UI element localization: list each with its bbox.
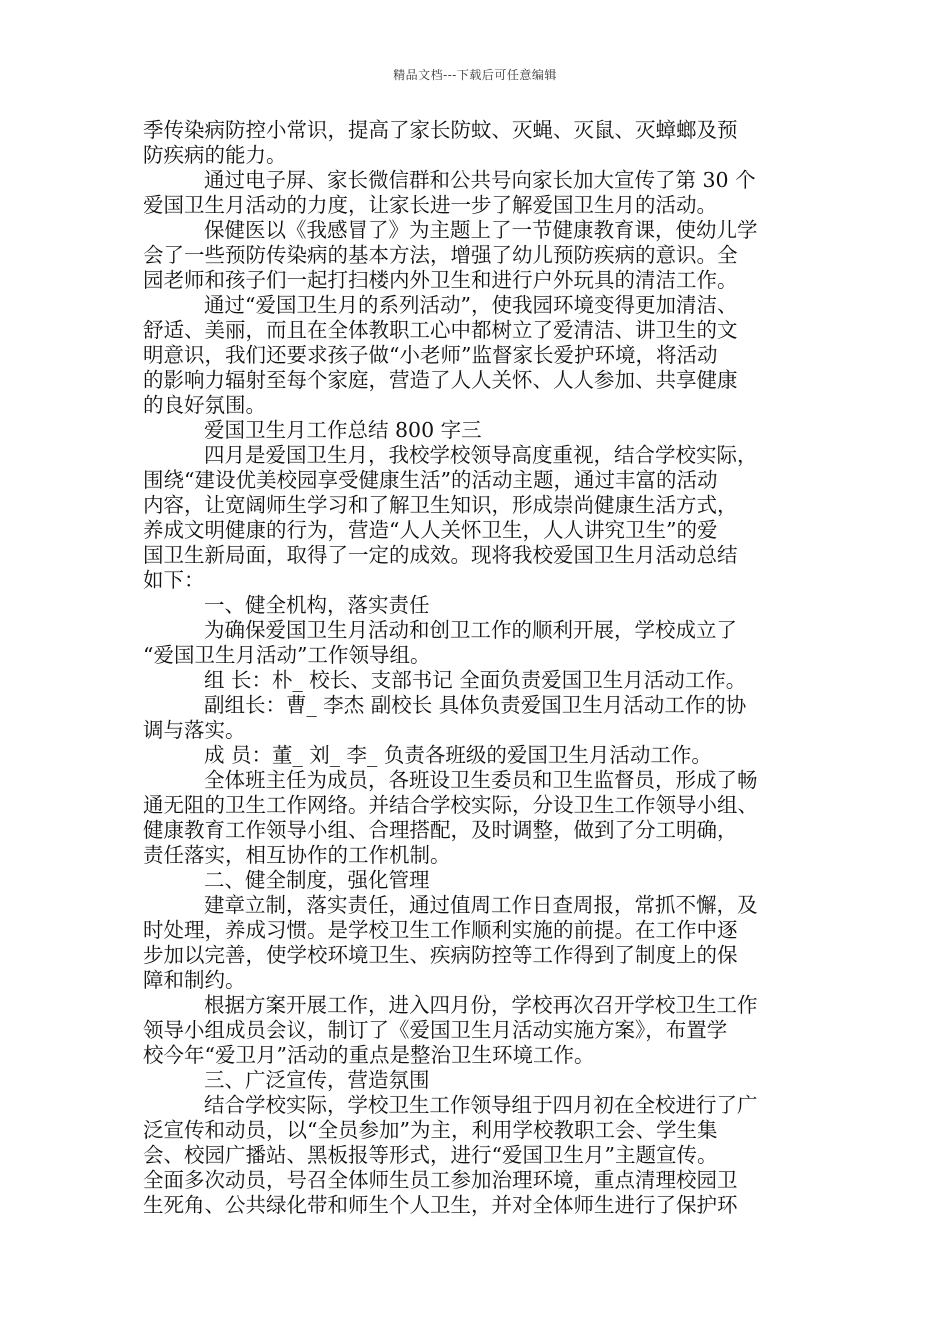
text-line: 国卫生新局面，取得了一定的成效。现将我校爱国卫生月活动总结 [143,543,738,567]
text-line: 副组长：曹_ 李杰 副校长 具体负责爱国卫生月活动工作的协 [204,693,747,717]
text-line: 园老师和孩子们一起打扫楼内外卫生和进行户外玩具的清洁工作。 [143,268,738,292]
text-line: 爱国卫生月工作总结 800 字三 [204,418,482,442]
text-line: 会了一些预防传染病的基本方法，增强了幼儿预防疾病的意识。全 [143,243,738,267]
text-line: 内容，让宽阔师生学习和了解卫生知识，形成崇尚健康生活方式， [143,493,738,517]
text-line: 二、健全制度，强化管理 [204,868,430,892]
text-line: 建章立制，落实责任，通过值周工作日查周报，常抓不懈，及 [204,893,758,917]
text-line: 爱国卫生月活动的力度，让家长进一步了解爱国卫生月的活动。 [143,193,717,217]
text-line: 围绕“建设优美校园享受健康生活”的活动主题，通过丰富的活动 [143,468,718,492]
text-line: 为确保爱国卫生月活动和创卫工作的顺利开展，学校成立了 [204,618,737,642]
text-line: 调与落实。 [143,718,246,742]
text-line: 校今年“爱卫月”活动的重点是整治卫生环境工作。 [143,1043,595,1067]
text-line: 责任落实，相互协作的工作机制。 [143,843,451,867]
text-line: 通过“爱国卫生月的系列活动”，使我园环境变得更加清洁、 [204,293,738,317]
text-line: 的良好氛围。 [143,393,266,417]
text-line: 全体班主任为成员，各班设卫生委员和卫生监督员，形成了畅 [204,768,758,792]
text-line: 通过电子屏、家长微信群和公共号向家长加大宣传了第 30 个 [204,168,756,192]
text-line: 通无阻的卫生工作网络。并结合学校实际，分设卫生工作领导小组、 [143,793,758,817]
text-line: 季传染病防控小常识，提高了家长防蚊、灭蝇、灭鼠、灭蟑螂及预 [143,118,738,142]
text-line: “爱国卫生月活动”工作领导组。 [143,643,431,667]
text-line: 组 长：朴_ 校长、支部书记 全面负责爱国卫生月活动工作。 [204,668,747,692]
text-line: 健康教育工作领导小组、合理搭配，及时调整，做到了分工明确， [143,818,738,842]
text-line: 明意识，我们还要求孩子做“小老师”监督家长爱护环境，将活动 [143,343,718,367]
text-line: 三、广泛宣传，营造氛围 [204,1068,430,1092]
text-line: 的影响力辐射至每个家庭，营造了人人关怀、人人参加、共享健康 [143,368,738,392]
text-line: 养成文明健康的行为，营造“人人关怀卫生，人人讲究卫生”的爱 [143,518,718,542]
text-line: 舒适、美丽，而且在全体教职工心中都树立了爱清洁、讲卫生的文 [143,318,738,342]
text-line: 如下： [143,568,205,592]
document-body [143,118,809,1218]
text-line: 障和制约。 [143,968,246,992]
text-line: 保健医以《我感冒了》为主题上了一节健康教育课，使幼儿学 [204,218,758,242]
text-line: 一、健全机构，落实责任 [204,593,430,617]
text-line: 会、校园广播站、黑板报等形式，进行“爱国卫生月”主题宣传。 [143,1143,718,1167]
text-line: 四月是爱国卫生月，我校学校领导高度重视，结合学校实际， [204,443,758,467]
text-line: 时处理，养成习惯。是学校卫生工作顺利实施的前提。在工作中逐 [143,918,738,942]
text-line: 步加以完善，使学校环境卫生、疾病防控等工作得到了制度上的保 [143,943,738,967]
text-line: 结合学校实际，学校卫生工作领导组于四月初在全校进行了广 [204,1093,758,1117]
text-line: 泛宣传和动员，以“全员参加”为主，利用学校教职工会、学生集 [143,1118,718,1142]
text-line: 生死角、公共绿化带和师生个人卫生，并对全体师生进行了保护环 [143,1193,738,1217]
header-note: 精品文档---下载后可任意编辑 [393,68,557,82]
text-line: 根据方案开展工作，进入四月份，学校再次召开学校卫生工作 [204,993,758,1017]
text-line: 成 员：董_ 刘_ 李_ 负责各班级的爱国卫生月活动工作。 [204,743,712,767]
text-line: 全面多次动员，号召全体师生员工参加治理环境，重点清理校园卫 [143,1168,738,1192]
text-line: 领导小组成员会议，制订了《爱国卫生月活动实施方案》，布置学 [143,1018,728,1042]
text-line: 防疾病的能力。 [143,143,287,167]
